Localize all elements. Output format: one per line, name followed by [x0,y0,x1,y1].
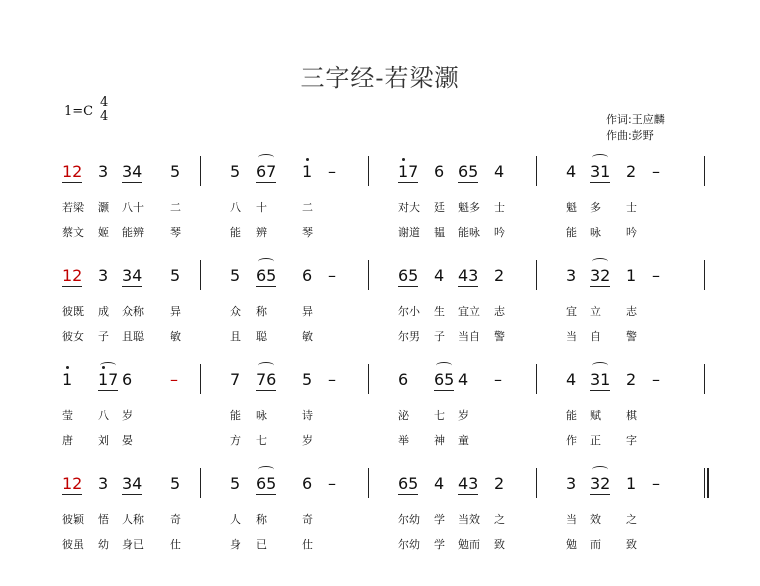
lyric: 学 [434,538,445,551]
note: – [328,474,336,493]
bar-line [704,364,705,394]
lyric: 已 [256,538,267,551]
lyric: 敏 [170,330,181,343]
lyric: 咏 [256,409,267,422]
note: 2 [494,266,505,285]
lyric: 岁 [122,409,133,422]
eighth-underline [398,286,418,287]
lyric: 七 [256,434,267,447]
note: 6 [434,162,445,181]
lyric: 人称 [122,513,144,526]
note: 1 [626,474,637,493]
lyric: 咏 [590,226,601,239]
lyric: 尔幼 [398,513,420,526]
bar-line [368,156,369,186]
lyric: 志 [626,305,637,318]
lyric: 彼既 [62,305,84,318]
note: 2 [626,162,637,181]
note: 4 [458,370,469,389]
eighth-underline [458,286,478,287]
note: 1 [302,162,313,181]
note: 1 [626,266,637,285]
note: 12 [62,162,83,181]
bar-line [536,468,537,498]
credits [606,112,665,144]
note: – [328,266,336,285]
note: 2 [494,474,505,493]
lyric: 十 [256,201,267,214]
note: 2 [626,370,637,389]
lyric: 之 [626,513,637,526]
note: 3 [98,266,109,285]
lyric: 之 [494,513,505,526]
note: – [328,370,336,389]
lyric: 勉 [566,538,577,551]
note: 65 [398,266,419,285]
note: 32 [590,266,611,285]
lyric: 对大 [398,201,420,214]
lyric: 自 [590,330,601,343]
lyric: 吟 [626,226,637,239]
note: 3 [98,162,109,181]
lyric: 廷 [434,201,445,214]
octave-dot [102,366,105,369]
note: 5 [302,370,313,389]
octave-dot [402,158,405,161]
lyric: 尔小 [398,305,420,318]
lyric: 尔幼 [398,538,420,551]
slur [258,258,274,265]
lyric: 异 [302,305,313,318]
note: 4 [434,266,445,285]
bar-line [200,156,201,186]
lyric: 正 [590,434,601,447]
lyric: 举 [398,434,409,447]
lyric: 彼女 [62,330,84,343]
lyric: 聪 [256,330,267,343]
lyric: 唐 [62,434,73,447]
slur [258,362,274,369]
note: 34 [122,162,143,181]
lyric: 刘 [98,434,109,447]
lyric: 能咏 [458,226,480,239]
lyric: 众称 [122,305,144,318]
eighth-underline [62,494,82,495]
lyric: 琴 [302,226,313,239]
composer-credit: 作曲:彭野 [606,129,654,142]
lyric: 称 [256,513,267,526]
note: 43 [458,474,479,493]
note: 17 [398,162,419,181]
time-signature-top: 4 [100,95,109,110]
lyric: 子 [434,330,445,343]
eighth-underline [458,182,478,183]
note: 32 [590,474,611,493]
note: 6 [122,370,133,389]
slur [592,362,608,369]
lyric: 莹 [62,409,73,422]
note: – [170,370,178,389]
lyric: 二 [170,201,181,214]
lyric: 方 [230,434,241,447]
lyric: 棋 [626,409,637,422]
eighth-underline [458,494,478,495]
note: 4 [566,370,577,389]
note: 17 [98,370,119,389]
lyric: 能 [230,409,241,422]
eighth-underline [256,494,276,495]
eighth-underline [122,286,142,287]
eighth-underline [590,182,610,183]
note: 3 [566,266,577,285]
note: 6 [302,474,313,493]
lyric: 警 [626,330,637,343]
lyric: 子 [98,330,109,343]
lyric: 泌 [398,409,409,422]
note: 65 [458,162,479,181]
note: – [652,162,660,181]
lyric: 生 [434,305,445,318]
eighth-underline [62,286,82,287]
lyric: 身已 [122,538,144,551]
lyric: 八十 [122,201,144,214]
eighth-underline [256,390,276,391]
eighth-underline [398,182,418,183]
note: 43 [458,266,479,285]
lyric: 而 [590,538,601,551]
lyric: 仕 [170,538,181,551]
lyric: 当自 [458,330,480,343]
lyric: 众 [230,305,241,318]
lyric: 士 [626,201,637,214]
lyric: 八 [230,201,241,214]
lyric: 勉而 [458,538,480,551]
lyric: 能 [566,409,577,422]
lyric: 蔡文 [62,226,84,239]
note: 12 [62,266,83,285]
lyric: 琴 [170,226,181,239]
eighth-underline [256,286,276,287]
eighth-underline [98,390,118,391]
bar-line [704,156,705,186]
note: 6 [302,266,313,285]
time-signature-bottom: 4 [100,109,109,124]
lyric: 二 [302,201,313,214]
note: – [494,370,502,389]
lyric: 致 [494,538,505,551]
octave-dot [306,158,309,161]
slur [258,154,274,161]
eighth-underline [434,390,454,391]
slur [436,362,452,369]
lyric: 异 [170,305,181,318]
note: 31 [590,162,611,181]
lyric: 作 [566,434,577,447]
lyric: 人 [230,513,241,526]
note: 3 [566,474,577,493]
lyric: 志 [494,305,505,318]
octave-dot [66,366,69,369]
lyric: 效 [590,513,601,526]
lyric: 诗 [302,409,313,422]
lyric: 童 [458,434,469,447]
lyric: 称 [256,305,267,318]
lyric: 奇 [302,513,313,526]
note: 5 [170,162,181,181]
final-bar-line [707,468,709,498]
bar-line [704,468,705,498]
note: – [652,474,660,493]
lyric: 奇 [170,513,181,526]
lyric: 谢道 [398,226,420,239]
note: 34 [122,474,143,493]
lyric: 吟 [494,226,505,239]
note: 5 [170,474,181,493]
lyric: 彼颖 [62,513,84,526]
note: 4 [434,474,445,493]
note: 5 [230,162,241,181]
lyric: 彼虽 [62,538,84,551]
bar-line [536,156,537,186]
lyric: 当 [566,513,577,526]
lyric: 敏 [302,330,313,343]
note: – [328,162,336,181]
lyric: 能辨 [122,226,144,239]
note: – [652,370,660,389]
lyric: 仕 [302,538,313,551]
note: 3 [98,474,109,493]
note: 4 [494,162,505,181]
lyric: 神 [434,434,445,447]
note: 12 [62,474,83,493]
lyric: 宜 [566,305,577,318]
lyric: 尔男 [398,330,420,343]
lyric: 警 [494,330,505,343]
slur [592,154,608,161]
lyric: 学 [434,513,445,526]
eighth-underline [590,390,610,391]
lyric: 七 [434,409,445,422]
slur [258,466,274,473]
lyric: 当 [566,330,577,343]
bar-line [200,364,201,394]
lyric: 赋 [590,409,601,422]
lyric: 灏 [98,201,109,214]
bar-line [368,364,369,394]
lyric: 能 [230,226,241,239]
eighth-underline [256,182,276,183]
lyric: 身 [230,538,241,551]
lyric: 且 [230,330,241,343]
lyric: 八 [98,409,109,422]
note: 67 [256,162,277,181]
bar-line [200,260,201,290]
bar-line [536,260,537,290]
eighth-underline [590,286,610,287]
lyric: 魁多 [458,201,480,214]
lyric: 多 [590,201,601,214]
note: 7 [230,370,241,389]
note: 1 [62,370,73,389]
bar-line [200,468,201,498]
lyric: 韫 [434,226,445,239]
lyric: 立 [590,305,601,318]
note: 4 [566,162,577,181]
note: 65 [256,474,277,493]
lyric: 当效 [458,513,480,526]
song-title: 三字经-若梁灏 [300,64,460,92]
lyric: 姬 [98,226,109,239]
note: 5 [230,474,241,493]
note: 31 [590,370,611,389]
lyric: 岁 [302,434,313,447]
lyric: 致 [626,538,637,551]
bar-line [536,364,537,394]
time-signature [100,96,108,124]
eighth-underline [590,494,610,495]
lyric: 辨 [256,226,267,239]
note: 5 [230,266,241,285]
note: 6 [398,370,409,389]
eighth-underline [122,182,142,183]
lyric: 能 [566,226,577,239]
key-signature: 1=C [64,104,94,119]
lyric: 晏 [122,434,133,447]
note: 65 [434,370,455,389]
note: 5 [170,266,181,285]
lyric: 字 [626,434,637,447]
bar-line [368,260,369,290]
eighth-underline [398,494,418,495]
lyric: 悟 [98,513,109,526]
lyric: 且聪 [122,330,144,343]
lyric: 若梁 [62,201,84,214]
note: 65 [256,266,277,285]
bar-line [704,260,705,290]
eighth-underline [122,494,142,495]
note: 34 [122,266,143,285]
lyricist-credit: 作词:王应麟 [606,113,665,126]
lyric: 幼 [98,538,109,551]
note: – [652,266,660,285]
lyric: 宜立 [458,305,480,318]
lyric: 成 [98,305,109,318]
slur [592,258,608,265]
eighth-underline [62,182,82,183]
slur [592,466,608,473]
note: 65 [398,474,419,493]
lyric: 士 [494,201,505,214]
lyric: 岁 [458,409,469,422]
lyric: 魁 [566,201,577,214]
note: 76 [256,370,277,389]
bar-line [368,468,369,498]
